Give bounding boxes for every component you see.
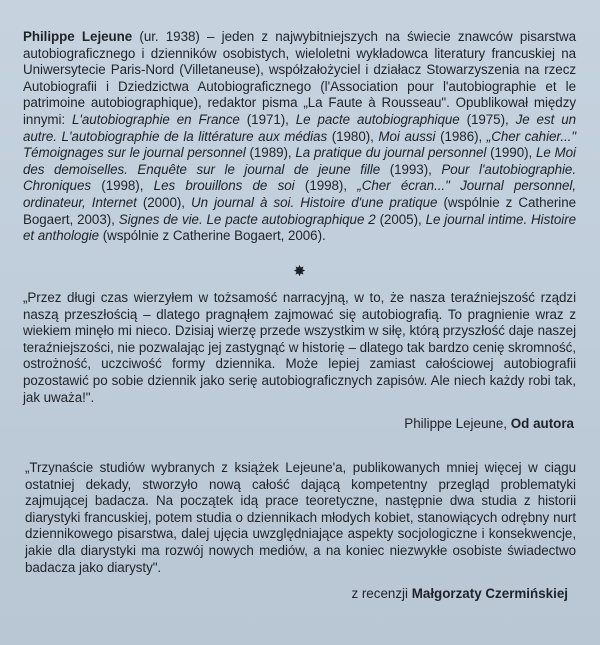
book-title: Le journal intime. Histoire et anthologie xyxy=(23,211,577,244)
book-title: Le Moi des demoiselles. Enquête sur le journal de jeune fille xyxy=(23,145,576,177)
book-title: „Cher cahier..." Témoignages sur le journal personnel xyxy=(23,128,577,161)
asterisk-divider-icon: ✸ xyxy=(293,263,306,280)
biography-segment: (1990), xyxy=(486,145,536,161)
book-title: Pour l'autobiographie. Chroniques xyxy=(23,161,576,194)
author-biography xyxy=(23,29,576,245)
book-back-cover xyxy=(23,29,577,601)
book-title: Signes de vie. Le pacte autobiographique 2 xyxy=(118,211,376,227)
biography-segment: (1989), xyxy=(245,145,296,161)
biography-segment: (ur. 1938) – jeden z najwybitniejszych na świecie znawców pisarstwa autobiograficznego i dzienników osobistych, wieloletni wykładowca literatury francuskiej na Uniwersytecie Paris-Nord (Villetaneuse), współzałożyciel i działacz Stowarzyszenia na rzecz Autobiografii i Dziedzictwa Autobiograficznego (l'Association pour l'autobiographie et le patrimoine autobiographique), redaktor pisma „La Faute à Rousseau". Opublikował między innymi: xyxy=(23,29,576,127)
book-title: Moi aussi xyxy=(378,128,436,144)
biography-segment: (1971), xyxy=(239,111,296,127)
book-title: Un journal à soi. Histoire d'une pratique xyxy=(191,194,438,210)
review-quote: „Trzynaście studiów wybranych z książek Lejeune'a, publikowanych mniej więcej w ciągu ostatniej dekady, stworzyło nową całość dającą kompetentny przegląd problematyki zajmującej badacza. Na początek idą prace teoretyczne, następnie dwa studia z historii diarystyki francuskiej, potem studia o dziennikach młodych kobiet, stanowiących odrębny nurt dziennikowego pisarstwa, dalej ujęcia uwzględniające aspekty socjologiczne i konsekwencje, jakie dla diarystyki ma rozwój nowych mediów, a na koniec niezwykłe osobiste świadectwo badacza jako diarysty". xyxy=(25,460,576,575)
biography-segment: (1998), xyxy=(294,178,358,194)
reviewer-name: Małgorzaty Czermińskiej xyxy=(411,586,568,601)
attribution-source: Od autora xyxy=(510,416,574,431)
attribution-prefix: z recenzji xyxy=(351,586,412,601)
book-title: Je est un autre. L'autobiographie de la littérature aux médias xyxy=(23,111,576,144)
author-name: Philippe Lejeune xyxy=(23,29,133,44)
biography-segment: (1986), xyxy=(435,128,487,144)
biography-segment: (1980), xyxy=(327,128,379,144)
book-title: L'autobiographie en France xyxy=(72,111,240,127)
book-title: La pratique du journal personnel xyxy=(295,145,487,161)
biography-segment: (1998), xyxy=(90,178,154,194)
biography-segment: (wspólnie z Catherine Bogaert, 2003), xyxy=(23,194,576,227)
biography-segment: (1975), xyxy=(459,111,516,127)
author-quote: „Przez długi czas wierzyłem w tożsamość narracyjną, w to, że nasza teraźniejszość rządzi naszą przeszłością – dlatego pragnąłem zajmować się autobiografią. To pragnienie wraz z wiekiem minęło mi nieco. Dzisiaj wierzę przede wszystkim w siłę, którą przyszłość daje naszej teraźniejszości, nie pozwalając jej zastygnąć w historię – dlatego tak bardzo cenię skromność, ostrożność, uczciwość formy dziennika. Może lepiej zamiast całościowej autobiografii pozostawić po sobie dziennik jako serię autobiograficznych zapisów. Ale niech każdy robi tak, jak uważa!". xyxy=(23,290,576,405)
biography-segment: (wspólnie z Catherine Bogaert, 2006). xyxy=(99,228,326,244)
book-title: Les brouillons de soi xyxy=(153,178,295,194)
biography-segment: (2000), xyxy=(136,194,192,210)
book-title: Le pacte autobiographique xyxy=(295,111,460,127)
biography-segment: (1993), xyxy=(380,161,442,177)
attribution-prefix: Philippe Lejeune, xyxy=(404,416,511,431)
author-quote-attribution xyxy=(404,416,574,432)
biography-segment: (2005), xyxy=(375,211,426,227)
review-quote-attribution xyxy=(351,586,568,602)
book-title: „Cher écran..." Journal personnel, ordinateur, Internet xyxy=(23,178,577,210)
